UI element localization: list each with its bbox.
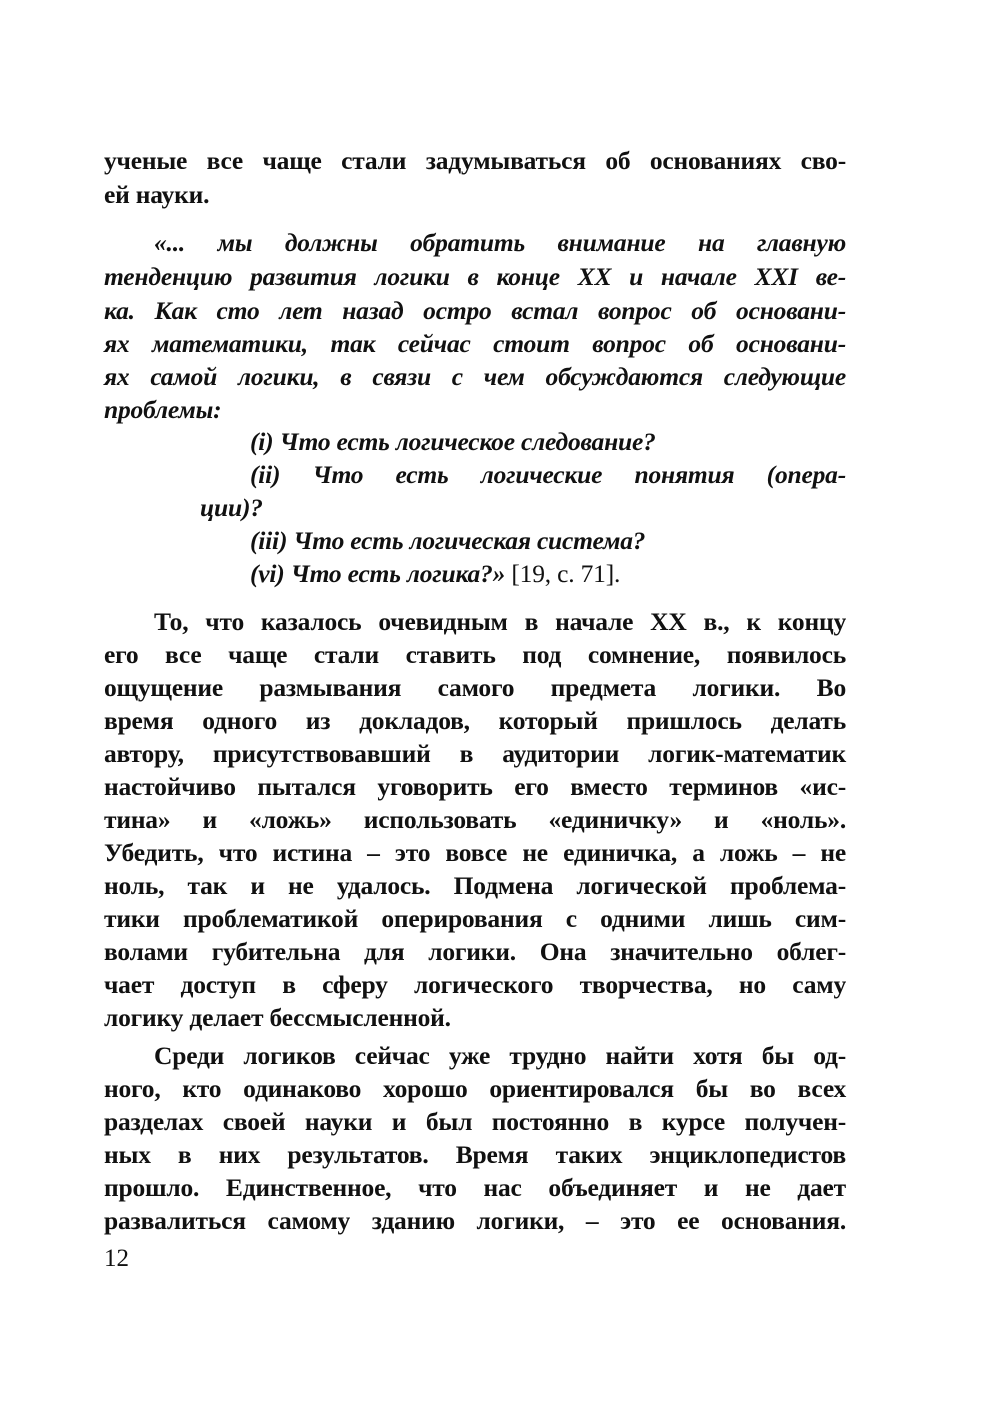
quote-line: проблемы: (104, 395, 222, 424)
page-number: 12 (104, 1245, 129, 1272)
quote-line: ях самой логики, в связи с чем обсуждаются следующие (104, 362, 846, 391)
text-line: ноль, так и не удалось. Подмена логической проблема- (104, 871, 846, 900)
text-line: логику делает бессмысленной. (104, 1003, 451, 1032)
text-line: тики проблематикой оперирования с одними лишь сим- (104, 904, 846, 933)
quote-last-item: (vi) Что есть логика?» (250, 559, 506, 588)
text-line: волами губительна для логики. Она значительно облег- (104, 937, 846, 966)
quote-line: ях математики, так сейчас стоит вопрос об основани- (104, 329, 846, 358)
text-line: разделах своей науки и был постоянно в курсе получен- (104, 1107, 846, 1136)
text-line: ощущение размывания самого предмета логики. Во (104, 673, 846, 702)
text-line: прошло. Единственное, что нас объединяет и не дает (104, 1173, 846, 1202)
quote-list-item (250, 557, 846, 591)
quote-line: ка. Как сто лет назад остро встал вопрос об основани- (104, 296, 846, 325)
text-line: его все чаще стали ставить под сомнение, появилось (104, 640, 846, 669)
citation: [19, с. 71]. (505, 559, 621, 588)
quote-list-item: ции)? (200, 493, 263, 522)
text-line: тина» и «ложь» использовать «единичку» и «ноль». (104, 805, 846, 834)
text-line: чает доступ в сферу логического творчества, но саму (104, 970, 846, 999)
text-line: развалиться самому зданию логики, – это ее основания. (104, 1206, 846, 1235)
text-line: ученые все чаще стали задумываться об основаниях сво- (104, 146, 846, 175)
text-line: То, что казалось очевидным в начале XX в., к концу (154, 607, 846, 636)
quote-list-item: (iii) Что есть логическая система? (250, 526, 646, 555)
text-line: ного, кто одинаково хорошо ориентировался бы во всех (104, 1074, 846, 1103)
quote-list-item: (i) Что есть логическое следование? (250, 427, 656, 456)
text-line: Убедить, что истина – это вовсе не единичка, а ложь – не (104, 838, 846, 867)
text-line: ных в них результатов. Время таких энциклопедистов (104, 1140, 846, 1169)
quote-line: «... мы должны обратить внимание на главную (154, 228, 846, 257)
quote-list-item: (ii) Что есть логические понятия (опера- (250, 460, 846, 489)
text-line: автору, присутствовавший в аудитории логик-математик (104, 739, 846, 768)
text-line: время одного из докладов, который пришлось делать (104, 706, 846, 735)
quote-line: тенденцию развития логики в конце XX и начале XXI ве- (104, 262, 846, 291)
text-line: ей науки. (104, 180, 210, 209)
text-line: настойчиво пытался уговорить его вместо терминов «ис- (104, 772, 846, 801)
text-line: Среди логиков сейчас уже трудно найти хотя бы од- (154, 1041, 846, 1070)
